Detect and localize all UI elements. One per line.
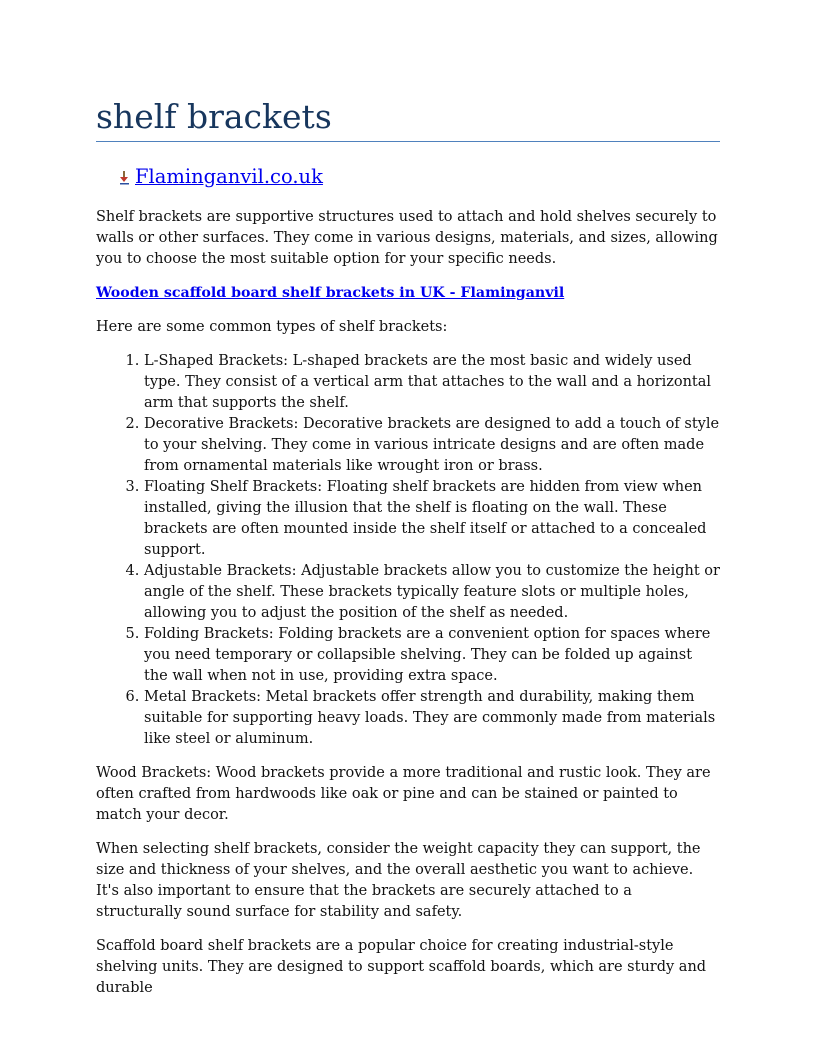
wood-brackets-paragraph: Wood Brackets: Wood brackets provide a more traditional and rustic look. They are often crafted from hardwoods like oak or pine and can be stained or painted to match your decor.	[96, 765, 711, 823]
page-title: shelf brackets	[96, 96, 720, 142]
site-link-item	[118, 164, 720, 190]
down-arrow-bullet-icon	[118, 169, 132, 185]
bracket-types-list	[96, 351, 720, 750]
list-item: 3. Floating Shelf Brackets: Floating shelf brackets are hidden from view when installed, giving the illusion that the shelf is floating on the wall. These brackets are often mounted inside the shelf itself or attached to a concealed support.	[144, 477, 720, 561]
list-item: 6. Metal Brackets: Metal brackets offer strength and durability, making them suitable for supporting heavy loads. They are commonly made from materials like steel or aluminum.	[144, 687, 720, 750]
featured-link-line	[96, 283, 720, 304]
flaminganvil-site-link[interactable]: Flaminganvil.co.uk	[135, 165, 323, 188]
list-item: 1. L-Shaped Brackets: L-shaped brackets are the most basic and widely used type. They consist of a vertical arm that attaches to the wall and a horizontal arm that supports the shelf.	[144, 351, 720, 414]
intro-paragraph: Shelf brackets are supportive structures used to attach and hold shelves securely to walls or other surfaces. They come in various designs, materials, and sizes, allowing you to choose the most suitable option for your specific needs.	[96, 209, 718, 267]
list-item: 5. Folding Brackets: Folding brackets are a convenient option for spaces where you need temporary or collapsible shelving. They can be folded up against the wall when not in use, providing extra space.	[144, 624, 720, 687]
list-item: 4. Adjustable Brackets: Adjustable brackets allow you to customize the height or angle of the shelf. These brackets typically feature slots or multiple holes, allowing you to adjust the position of the shelf as needed.	[144, 561, 720, 624]
document-page	[96, 96, 720, 999]
selecting-paragraph: When selecting shelf brackets, consider the weight capacity they can support, the size and thickness of your shelves, and the overall aesthetic you want to achieve. It's also important to ensure that the brackets are securely attached to a structurally sound surface for stability and safety.	[96, 841, 701, 920]
scaffold-paragraph: Scaffold board shelf brackets are a popular choice for creating industrial-style shelving units. They are designed to support scaffold boards, which are sturdy and durable	[96, 938, 707, 996]
list-item: 2. Decorative Brackets: Decorative brackets are designed to add a touch of style to your shelving. They come in various intricate designs and are often made from ornamental materials like wrought iron or brass.	[144, 414, 720, 477]
scaffold-brackets-link[interactable]: Wooden scaffold board shelf brackets in UK - Flaminganvil	[96, 285, 565, 301]
types-intro: Here are some common types of shelf brackets:	[96, 319, 448, 335]
